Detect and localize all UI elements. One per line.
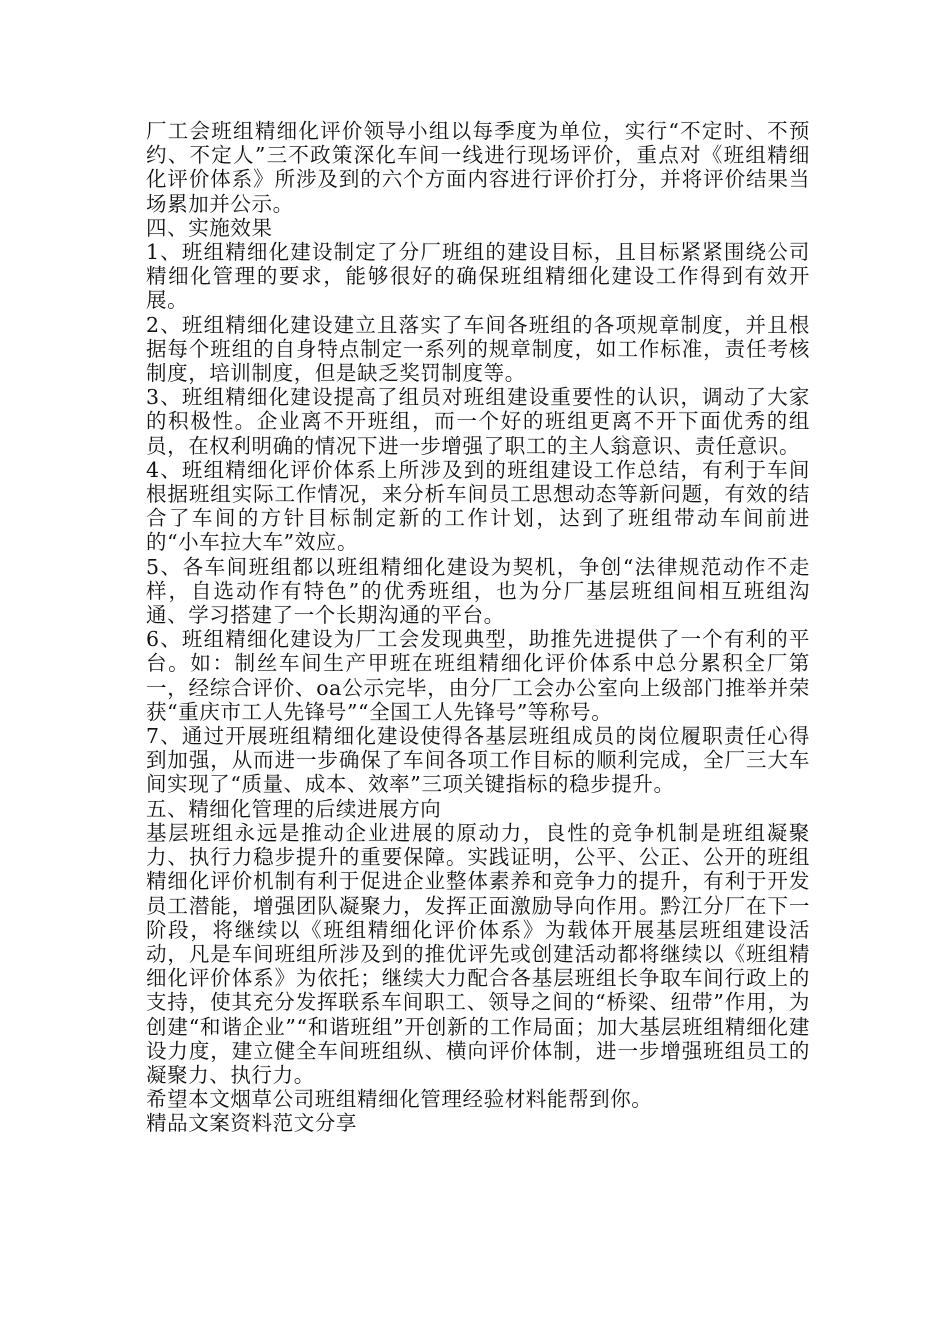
paragraph-intro: 厂工会班组精细化评价领导小组以每季度为单位，实行“不定时、不预约、不定人”三不政策深化车间一线进行现场评价，重点对《班组精细化评价体系》所涉及到的六个方面内容进行评价打分，并将评价结果当场累加并公示。 — [146, 119, 810, 216]
list-item-2: 2、班组精细化建设建立且落实了车间各班组的各项规章制度，并且根据每个班组的自身特点制定一系列的规章制度，如工作标准，责任考核制度，培训制度，但是缺乏奖罚制度等。 — [146, 312, 810, 386]
list-item-1: 1、班组精细化建设制定了分厂班组的建设目标，且目标紧紧围绕公司精细化管理的要求，能够很好的确保班组精细化建设工作得到有效开展。 — [146, 240, 810, 313]
list-item-4: 4、班组精细化评价体系上所涉及到的班组建设工作总结，有利于车间根据班组实际工作情况，来分析车间员工思想动态等新问题，有效的结合了车间的方针目标制定新的工作计划，达到了班组带动车间前进的“小车拉大车”效应。 — [146, 457, 810, 555]
section-heading-5: 五、精细化管理的后续进展方向 — [146, 796, 442, 821]
footer-note: 精品文案资料范文分享 — [146, 1111, 357, 1136]
paragraph-direction: 基层班组永远是推动企业进展的原动力，良性的竞争机制是班组凝聚力、执行力稳步提升的重要保障。实践证明，公平、公正、公开的班组精细化评价机制有利于促进企业整体素养和竞争力的提升，有利于开发员工潜能，增强团队凝聚力，发挥正面激励导向作用。黔江分厂在下一阶段，将继续以《班组精细化评价体系》为载体开展基层班组建设活动，凡是车间班组所涉及到的推优评先或创建活动都将继续以《班组精细化评价体系》为依托；继续大力配合各基层班组长争取车间行政上的支持，使其充分发挥联系车间职工、领导之间的“桥梁、纽带”作用，为创建“和谐企业”“和谐班组”开创新的工作局面；加大基层班组精细化建设力度，建立健全车间班组纵、横向评价体制，进一步增强班组员工的凝聚力、执行力。 — [146, 820, 810, 1087]
paragraph-closing: 希望本文烟草公司班组精细化管理经验材料能帮到你。 — [146, 1087, 653, 1112]
section-heading-4: 四、实施效果 — [146, 215, 273, 240]
list-item-5: 5、各车间班组都以班组精细化建设为契机，争创“法律规范动作不走样，自选动作有特色”的优秀班组，也为分厂基层班组间相互班组沟通、学习搭建了一个长期沟通的平台。 — [146, 554, 810, 628]
document-body — [146, 119, 810, 1136]
list-item-3: 3、班组精细化建设提高了组员对班组建设重要性的认识，调动了大家的积极性。企业离不开班组，而一个好的班组更离不开下面优秀的组员，在权利明确的情况下进一步增强了职工的主人翁意识、责任意识。 — [146, 385, 810, 458]
list-item-7: 7、通过开展班组精细化建设使得各基层班组成员的岗位履职责任心得到加强，从而进一步确保了车间各项工作目标的顺利完成，全厂三大车间实现了“质量、成本、效率”三项关键指标的稳步提升。 — [146, 724, 810, 797]
list-item-6: 6、班组精细化建设为厂工会发现典型，助推先进提供了一个有利的平台。如：制丝车间生产甲班在班组精细化评价体系中总分累积全厂第一，经综合评价、oa公示完毕，由分厂工会办公室向上级部门推举并荣获“重庆市工人先锋号”“全国工人先锋号”等称号。 — [146, 627, 810, 724]
